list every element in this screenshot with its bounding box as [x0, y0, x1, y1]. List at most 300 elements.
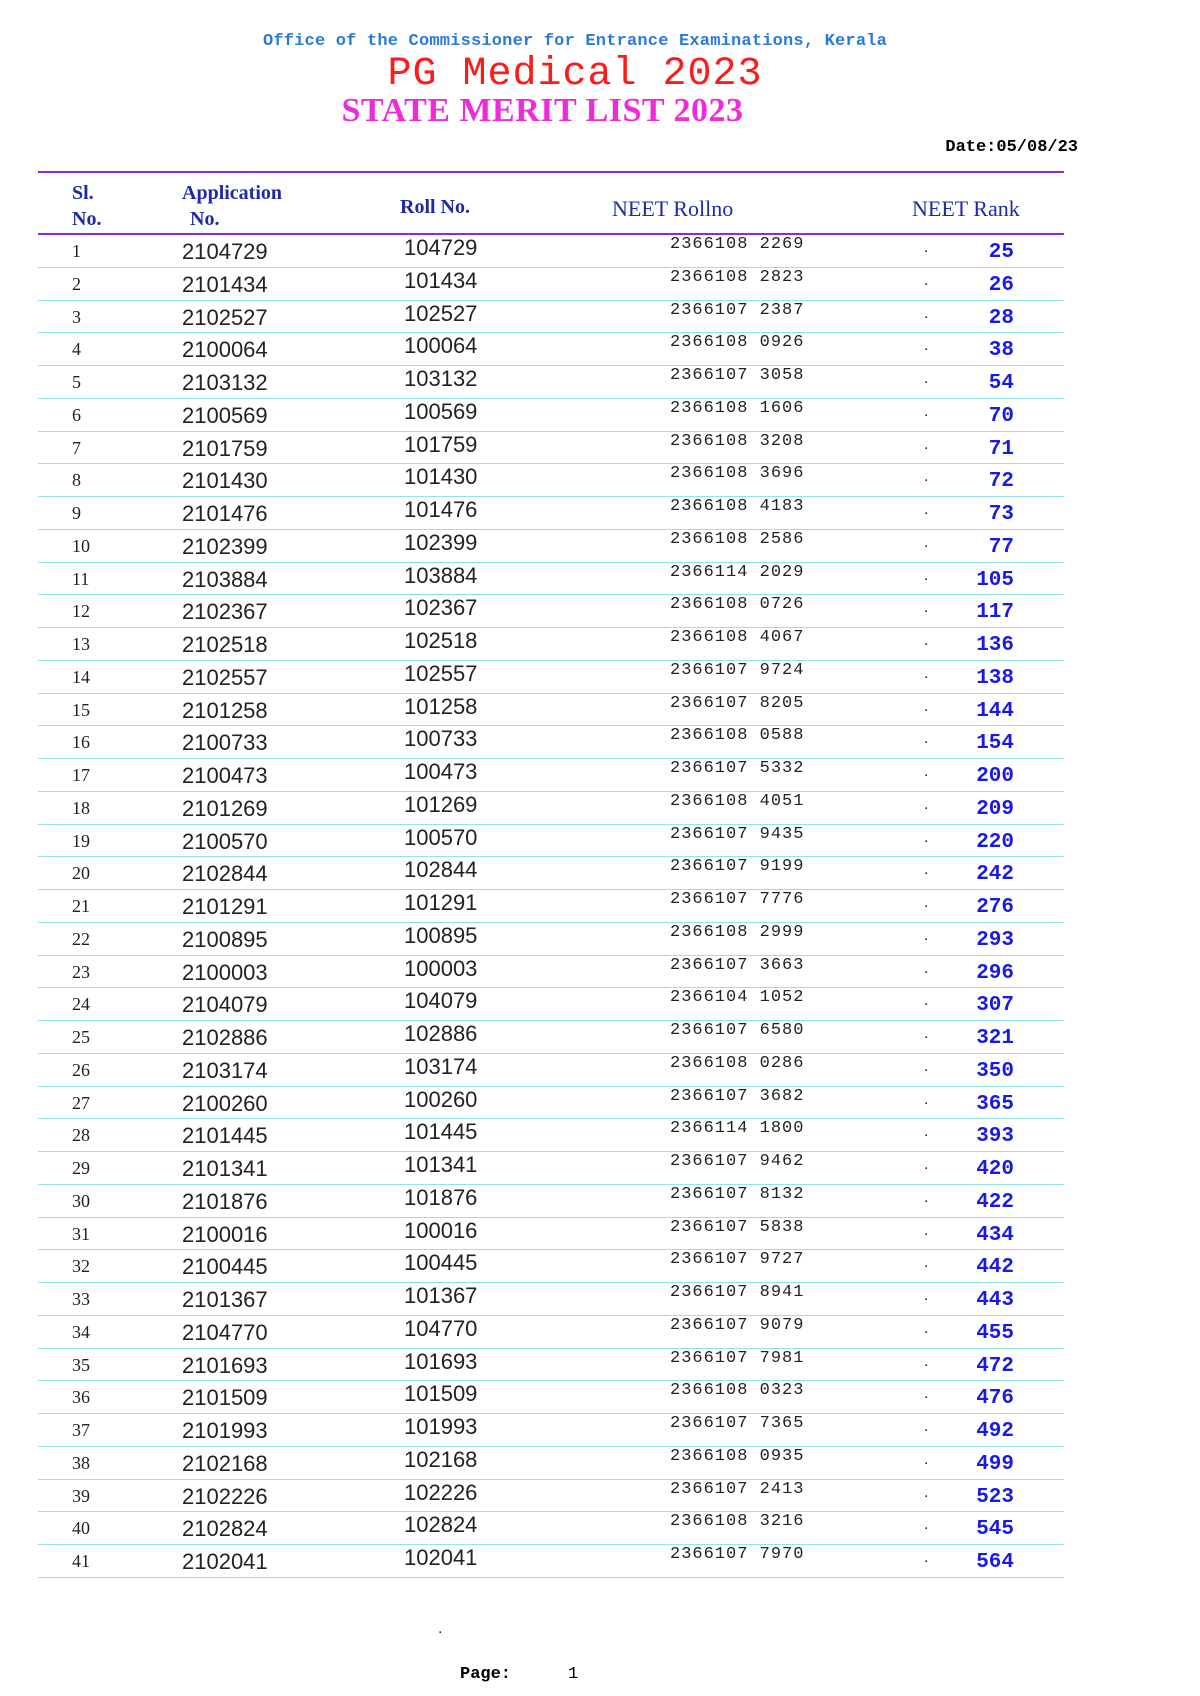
neet-rollno-cell: 2366107 6580 [670, 1021, 805, 1040]
neet-rank-cell: 523 [976, 1485, 1014, 1509]
roll-no-cell: 101367 [404, 1283, 478, 1308]
neet-rank-cell: 138 [976, 666, 1014, 690]
table-row [38, 301, 1064, 334]
neet-rank-cell: 54 [988, 372, 1014, 395]
application-no-cell: 2101876 [182, 1188, 268, 1214]
separator-dot: . [924, 1057, 929, 1075]
separator-dot: . [924, 1188, 929, 1206]
roll-no-cell: 102557 [404, 660, 478, 686]
neet-rollno-cell: 2366107 9199 [670, 857, 805, 877]
roll-no-cell: 102824 [404, 1512, 478, 1538]
neet-rank-cell: 154 [976, 732, 1014, 756]
separator-dot: . [924, 1352, 929, 1370]
application-no-cell: 2102226 [182, 1483, 268, 1509]
table-row [38, 1316, 1064, 1349]
roll-no-cell: 102226 [404, 1479, 478, 1505]
column-header-neet-rank: NEET Rank [912, 196, 1020, 221]
neet-rank-cell: 455 [976, 1321, 1014, 1345]
table-row [38, 694, 1064, 727]
neet-rank-cell: 70 [988, 404, 1014, 428]
application-no-cell: 2102399 [182, 533, 268, 559]
footer-dot: . [438, 1620, 443, 1637]
neet-rank-cell: 242 [976, 863, 1014, 887]
separator-dot: . [924, 271, 929, 289]
neet-rank-cell: 72 [988, 470, 1014, 494]
neet-rank-cell: 296 [976, 961, 1014, 985]
neet-rollno-cell: 2366114 1800 [670, 1119, 805, 1139]
separator-dot: . [924, 501, 929, 518]
neet-rank-cell: 492 [976, 1420, 1014, 1443]
table-row [38, 399, 1064, 432]
neet-rollno-cell: 2366108 4183 [670, 497, 805, 516]
application-no-cell: 2104770 [182, 1319, 268, 1345]
table-row [38, 497, 1064, 530]
separator-dot: . [924, 1287, 929, 1304]
top-divider [38, 171, 1064, 173]
separator-dot: . [924, 861, 929, 879]
table-row [38, 923, 1064, 956]
sl-cell: 4 [72, 339, 81, 360]
sl-cell: 9 [72, 503, 81, 523]
neet-rank-cell: 25 [988, 241, 1014, 264]
application-no-cell: 2102886 [182, 1025, 268, 1050]
separator-dot: . [924, 763, 929, 780]
application-no-cell: 2104729 [182, 239, 268, 264]
separator-dot: . [924, 1090, 929, 1108]
neet-rollno-cell: 2366108 3216 [670, 1512, 805, 1532]
application-no-cell: 2104079 [182, 992, 268, 1018]
roll-no-cell: 102168 [404, 1446, 478, 1472]
application-no-cell: 2102844 [182, 861, 268, 887]
table-row [38, 1480, 1064, 1513]
application-no-cell: 2100016 [182, 1221, 268, 1247]
neet-rollno-cell: 2366107 9727 [670, 1250, 805, 1270]
table-row [38, 628, 1064, 661]
neet-rollno-cell: 2366107 3663 [670, 955, 805, 975]
separator-dot: . [924, 435, 929, 453]
sl-cell: 27 [72, 1092, 90, 1113]
page-number: 1 [568, 1665, 579, 1684]
sl-cell: 19 [72, 830, 90, 851]
table-row [38, 1381, 1064, 1414]
application-no-cell: 2103174 [182, 1057, 268, 1083]
sl-cell: 36 [72, 1387, 90, 1408]
table-row [38, 333, 1064, 366]
page-subtitle: STATE MERIT LIST 2023 [341, 92, 744, 129]
roll-no-cell: 101445 [404, 1119, 478, 1145]
application-no-cell: 2100895 [182, 926, 268, 952]
neet-rank-cell: 38 [988, 339, 1014, 363]
column-header-sl-no [72, 180, 101, 232]
neet-rollno-cell: 2366104 1052 [670, 988, 805, 1008]
application-no-cell: 2101258 [182, 697, 268, 723]
sl-cell: 39 [72, 1485, 90, 1506]
table-row [38, 595, 1064, 628]
roll-no-cell: 102367 [404, 595, 478, 621]
neet-rollno-cell: 2366107 9079 [670, 1315, 805, 1335]
neet-rollno-cell: 2366107 7365 [670, 1414, 805, 1433]
neet-rollno-cell: 2366107 7776 [670, 890, 805, 909]
sl-cell: 26 [72, 1059, 90, 1080]
separator-dot: . [924, 1156, 929, 1173]
roll-no-cell: 101876 [404, 1184, 478, 1210]
neet-rank-cell: 117 [976, 601, 1014, 625]
neet-rollno-cell: 2366108 3696 [670, 464, 805, 484]
neet-rollno-cell: 2366108 0726 [670, 595, 805, 615]
roll-no-cell: 100733 [404, 726, 478, 752]
table-row [38, 1283, 1064, 1316]
application-no-cell: 2102168 [182, 1450, 268, 1476]
application-no-cell: 2100733 [182, 730, 268, 756]
table-row [38, 825, 1064, 858]
roll-no-cell: 101476 [404, 497, 478, 522]
application-no-cell: 2101476 [182, 501, 268, 526]
office-heading: Office of the Commissioner for Entrance Examinations, Kerala [262, 32, 888, 51]
sl-cell: 15 [72, 699, 90, 720]
neet-rank-cell: 220 [976, 830, 1014, 854]
application-no-cell: 2100473 [182, 763, 268, 788]
table-row [38, 1349, 1064, 1382]
neet-rollno-cell: 2366107 2387 [670, 300, 805, 320]
application-no-cell: 2102824 [182, 1516, 268, 1542]
neet-rank-cell: 321 [976, 1027, 1014, 1050]
table-row [38, 1250, 1064, 1283]
table-row [38, 563, 1064, 596]
column-header-sl-line1: Sl. [72, 182, 94, 204]
sl-cell: 1 [72, 241, 81, 261]
separator-dot: . [924, 795, 929, 813]
separator-dot: . [924, 566, 929, 584]
application-no-cell: 2102557 [182, 664, 268, 690]
roll-no-cell: 101509 [404, 1381, 478, 1407]
table-row [38, 1152, 1064, 1185]
table-row [38, 726, 1064, 759]
sl-cell: 10 [72, 535, 90, 556]
sl-cell: 30 [72, 1190, 90, 1211]
roll-no-cell: 100016 [404, 1217, 478, 1243]
neet-rollno-cell: 2366108 2823 [670, 267, 805, 287]
application-no-cell: 2102527 [182, 304, 268, 330]
application-no-cell: 2102041 [182, 1549, 268, 1574]
roll-no-cell: 102527 [404, 300, 478, 326]
roll-no-cell: 101993 [404, 1414, 478, 1439]
roll-no-cell: 101291 [404, 890, 478, 915]
neet-rank-cell: 28 [988, 306, 1014, 330]
neet-rank-cell: 393 [976, 1125, 1014, 1149]
roll-no-cell: 101434 [404, 267, 478, 293]
sl-cell: 21 [72, 896, 90, 916]
application-no-cell: 2100260 [182, 1090, 268, 1116]
separator-dot: . [924, 1418, 929, 1435]
roll-no-cell: 101341 [404, 1152, 478, 1177]
sl-cell: 25 [72, 1027, 90, 1047]
sl-cell: 17 [72, 765, 90, 785]
table-row [38, 890, 1064, 923]
roll-no-cell: 101269 [404, 791, 478, 817]
sl-cell: 28 [72, 1125, 90, 1146]
neet-rollno-cell: 2366108 4051 [670, 791, 805, 811]
separator-dot: . [924, 402, 929, 420]
neet-rollno-cell: 2366107 8205 [670, 693, 805, 713]
table-row [38, 1185, 1064, 1218]
neet-rank-cell: 564 [976, 1551, 1014, 1574]
neet-rollno-cell: 2366107 9435 [670, 824, 805, 844]
separator-dot: . [924, 992, 929, 1010]
application-no-cell: 2102367 [182, 599, 268, 625]
roll-no-cell: 104079 [404, 988, 478, 1014]
neet-rank-cell: 200 [976, 765, 1014, 788]
application-no-cell: 2100570 [182, 828, 268, 854]
roll-no-cell: 103884 [404, 562, 478, 588]
neet-rollno-cell: 2366107 5332 [670, 759, 805, 778]
separator-dot: . [924, 337, 929, 355]
sl-cell: 22 [72, 928, 90, 949]
application-no-cell: 2101693 [182, 1352, 268, 1378]
page-label: Page: [460, 1665, 512, 1684]
neet-rank-cell: 472 [976, 1354, 1014, 1378]
neet-rank-cell: 293 [976, 928, 1014, 952]
sl-cell: 32 [72, 1256, 90, 1277]
roll-no-cell: 101759 [404, 431, 478, 457]
sl-cell: 24 [72, 994, 90, 1015]
neet-rollno-cell: 2366108 0588 [670, 726, 805, 746]
separator-dot: . [924, 1319, 929, 1337]
sl-cell: 16 [72, 732, 90, 753]
table-row [38, 1414, 1064, 1447]
neet-rank-cell: 422 [976, 1190, 1014, 1214]
neet-rank-cell: 365 [976, 1092, 1014, 1116]
separator-dot: . [924, 370, 929, 387]
separator-dot: . [924, 730, 929, 748]
date-label: Date:05/08/23 [945, 138, 1078, 157]
separator-dot: . [924, 1221, 929, 1239]
application-no-cell: 2101341 [182, 1156, 268, 1181]
separator-dot: . [924, 828, 929, 846]
sl-cell: 14 [72, 666, 90, 687]
application-no-cell: 2100064 [182, 337, 268, 363]
roll-no-cell: 101430 [404, 464, 478, 490]
roll-no-cell: 100003 [404, 955, 478, 981]
table-row [38, 1512, 1064, 1545]
table-row [38, 530, 1064, 563]
neet-rank-cell: 443 [976, 1289, 1014, 1312]
neet-rollno-cell: 2366108 0926 [670, 333, 805, 353]
neet-rollno-cell: 2366108 3208 [670, 431, 805, 451]
table-row [38, 235, 1064, 268]
separator-dot: . [924, 959, 929, 977]
separator-dot: . [924, 599, 929, 617]
roll-no-cell: 103174 [404, 1053, 478, 1079]
sl-cell: 40 [72, 1518, 90, 1539]
separator-dot: . [924, 632, 929, 649]
table-row [38, 268, 1064, 301]
table-row [38, 661, 1064, 694]
sl-cell: 18 [72, 797, 90, 818]
separator-dot: . [924, 1516, 929, 1534]
application-no-cell: 2101434 [182, 271, 268, 297]
neet-rollno-cell: 2366107 2413 [670, 1479, 805, 1499]
roll-no-cell: 102886 [404, 1021, 478, 1046]
separator-dot: . [924, 926, 929, 944]
roll-no-cell: 104729 [404, 235, 478, 260]
roll-no-cell: 100570 [404, 824, 478, 850]
column-header-app-line1: Application [182, 182, 283, 204]
neet-rollno-cell: 2366108 1606 [670, 398, 805, 418]
neet-rank-cell: 73 [988, 503, 1014, 526]
application-no-cell: 2101445 [182, 1123, 268, 1149]
application-no-cell: 2101430 [182, 468, 268, 494]
separator-dot: . [924, 468, 929, 486]
neet-rank-cell: 499 [976, 1452, 1014, 1476]
neet-rank-cell: 476 [976, 1387, 1014, 1411]
sl-cell: 31 [72, 1223, 90, 1244]
separator-dot: . [924, 894, 929, 911]
sl-cell: 13 [72, 634, 90, 654]
table-row [38, 1021, 1064, 1054]
neet-rollno-cell: 2366107 7981 [670, 1348, 805, 1368]
application-no-cell: 2100569 [182, 402, 268, 428]
roll-no-cell: 100260 [404, 1086, 478, 1112]
table-row [38, 1054, 1064, 1087]
column-header-sl-line2: No. [72, 208, 102, 230]
column-header-neet-rollno: NEET Rollno [612, 196, 734, 221]
application-no-cell: 2100445 [182, 1254, 268, 1280]
sl-cell: 29 [72, 1158, 90, 1178]
table-row [38, 1119, 1064, 1152]
roll-no-cell: 100895 [404, 922, 478, 948]
neet-rank-cell: 307 [976, 994, 1014, 1018]
table-row [38, 432, 1064, 465]
separator-dot: . [924, 1254, 929, 1272]
application-no-cell: 2103132 [182, 370, 268, 395]
sl-cell: 11 [72, 568, 90, 589]
neet-rollno-cell: 2366108 0935 [670, 1446, 805, 1466]
neet-rank-cell: 442 [976, 1256, 1014, 1280]
separator-dot: . [924, 1385, 929, 1403]
neet-rollno-cell: 2366108 2586 [670, 529, 805, 549]
separator-dot: . [924, 304, 929, 322]
neet-rank-cell: 434 [976, 1223, 1014, 1247]
neet-rank-cell: 144 [976, 699, 1014, 723]
table-row [38, 464, 1064, 497]
table-row [38, 1087, 1064, 1120]
table-row [38, 1218, 1064, 1251]
application-no-cell: 2101291 [182, 894, 268, 919]
separator-dot: . [924, 697, 929, 715]
table-row [38, 956, 1064, 989]
neet-rollno-cell: 2366107 7970 [670, 1545, 805, 1564]
neet-rollno-cell: 2366107 3058 [670, 366, 805, 385]
neet-rollno-cell: 2366107 3682 [670, 1086, 805, 1106]
column-header-app-line2: No. [190, 208, 220, 230]
sl-cell: 34 [72, 1321, 90, 1342]
sl-cell: 8 [72, 470, 81, 491]
table-row [38, 759, 1064, 792]
neet-rollno-cell: 2366107 9724 [670, 660, 805, 680]
table-row [38, 366, 1064, 399]
roll-no-cell: 102041 [404, 1545, 478, 1570]
roll-no-cell: 100445 [404, 1250, 478, 1276]
roll-no-cell: 103132 [404, 366, 478, 391]
application-no-cell: 2101367 [182, 1287, 268, 1312]
neet-rank-cell: 209 [976, 797, 1014, 821]
neet-rollno-cell: 2366108 0286 [670, 1053, 805, 1073]
roll-no-cell: 101693 [404, 1348, 478, 1374]
table-row [38, 988, 1064, 1021]
neet-rollno-cell: 2366107 8132 [670, 1184, 805, 1204]
neet-rollno-cell: 2366114 2029 [670, 562, 805, 582]
roll-no-cell: 102399 [404, 529, 478, 555]
sl-cell: 37 [72, 1420, 90, 1440]
neet-rollno-cell: 2366108 4067 [670, 628, 805, 647]
sl-cell: 12 [72, 601, 90, 622]
separator-dot: . [924, 664, 929, 682]
neet-rank-cell: 77 [988, 535, 1014, 559]
separator-dot: . [924, 1025, 929, 1042]
roll-no-cell: 100064 [404, 333, 478, 359]
sl-cell: 20 [72, 863, 90, 884]
application-no-cell: 2102518 [182, 632, 268, 657]
sl-cell: 3 [72, 306, 81, 327]
page-title: PG Medical 2023 [387, 52, 763, 97]
application-no-cell: 2101759 [182, 435, 268, 461]
sl-cell: 2 [72, 273, 81, 294]
neet-rank-cell: 420 [976, 1158, 1014, 1181]
roll-no-cell: 102844 [404, 857, 478, 883]
application-no-cell: 2101993 [182, 1418, 268, 1443]
neet-rank-cell: 136 [976, 634, 1014, 657]
application-no-cell: 2103884 [182, 566, 268, 592]
application-no-cell: 2101509 [182, 1385, 268, 1411]
neet-rank-cell: 276 [976, 896, 1014, 919]
neet-rollno-cell: 2366107 5838 [670, 1217, 805, 1237]
table-row [38, 857, 1064, 890]
separator-dot: . [924, 1483, 929, 1501]
neet-rollno-cell: 2366108 0323 [670, 1381, 805, 1401]
column-header-roll-no: Roll No. [400, 196, 470, 218]
merit-table [38, 235, 1064, 1578]
sl-cell: 6 [72, 404, 81, 425]
neet-rank-cell: 26 [988, 273, 1014, 297]
separator-dot: . [924, 533, 929, 551]
sl-cell: 5 [72, 372, 81, 392]
roll-no-cell: 101258 [404, 693, 478, 719]
roll-no-cell: 100473 [404, 759, 478, 784]
roll-no-cell: 104770 [404, 1315, 478, 1341]
sl-cell: 7 [72, 437, 81, 458]
sl-cell: 41 [72, 1551, 90, 1571]
column-header-application-no [182, 180, 282, 232]
sl-cell: 38 [72, 1452, 90, 1473]
roll-no-cell: 100569 [404, 398, 478, 424]
application-no-cell: 2101269 [182, 795, 268, 821]
neet-rank-cell: 105 [976, 568, 1014, 592]
neet-rollno-cell: 2366107 8941 [670, 1283, 805, 1302]
application-no-cell: 2100003 [182, 959, 268, 985]
neet-rollno-cell: 2366107 9462 [670, 1152, 805, 1171]
table-row [38, 1447, 1064, 1480]
sl-cell: 35 [72, 1354, 90, 1375]
table-row [38, 1545, 1064, 1578]
separator-dot: . [924, 239, 929, 256]
sl-cell: 23 [72, 961, 90, 982]
sl-cell: 33 [72, 1289, 90, 1309]
neet-rank-cell: 71 [988, 437, 1014, 461]
separator-dot: . [924, 1450, 929, 1468]
table-row [38, 792, 1064, 825]
separator-dot: . [924, 1549, 929, 1566]
neet-rollno-cell: 2366108 2269 [670, 235, 805, 254]
